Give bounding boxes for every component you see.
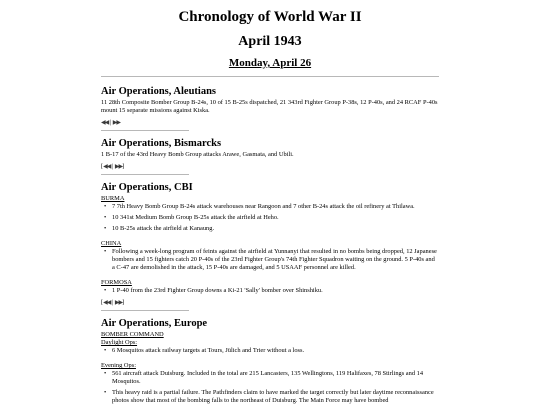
page-title: Chronology of World War II [178, 9, 362, 25]
nav-links [101, 119, 439, 127]
next-arrow-icon[interactable]: ▶▶ [112, 119, 120, 126]
list-item: • 6 Mosquitos attack railway targets at Tours, Jülich and Trier without a loss. [104, 347, 305, 354]
burma-list [101, 203, 439, 233]
section-heading: Air Operations, Bismarcks [101, 138, 222, 149]
section-heading: Air Operations, Aleutians [101, 86, 217, 97]
nav-separator: | [109, 119, 112, 126]
section-bismarcks [101, 138, 439, 175]
section-europe [101, 318, 439, 405]
daylight-list [101, 347, 439, 355]
section-divider [101, 174, 189, 175]
nav-separator: | [111, 163, 114, 170]
section-divider [101, 310, 189, 311]
next-arrow-icon[interactable]: ▶▶ [114, 299, 123, 306]
formosa-list [101, 287, 439, 295]
section-cbi [101, 182, 439, 311]
nav-links: [◀◀ | ▶▶] [101, 163, 125, 170]
china-list [101, 248, 439, 272]
section-heading: Air Operations, CBI [101, 182, 193, 193]
section-text: 1 B-17 of the 43rd Heavy Bomb Group attacks Arawe, Gasmata, and Ubili. [101, 151, 294, 158]
prev-arrow-icon[interactable]: ◀◀ [101, 119, 109, 126]
subsection-label-bomber: BOMBER COMMAND [101, 331, 164, 338]
nav-links: [◀◀ | ▶▶] [101, 299, 125, 306]
section-aleutians [101, 86, 439, 131]
section-text: 11 28th Composite Bomber Group B-24s, 10 of 15 B-25s dispatched, 21 343rd Fighter Group P-38s, 12 P-40s, and 24 RCAF P-40s mount 15 separate missions against Kiska. [101, 99, 438, 114]
nav-separator: | [111, 299, 114, 306]
day-heading: Monday, April 26 [228, 57, 312, 69]
list-item: • 1 P-40 from the 23rd Fighter Group downs a Ki-21 'Sally' bomber over Shinshiku. [104, 287, 323, 294]
list-item: • This heavy raid is a partial failure. The Pathfinders claim to have marked the target correctly but later daytime reconnaissance photos show that most of the bombing falls to the northeast of Duisburg. The Main Force may have bombed [104, 389, 434, 404]
subsection-label-evening: Evening Ops: [101, 362, 136, 369]
subsection-label-burma: BURMA [101, 195, 125, 202]
subsection-label-formosa: FORMOSA [101, 279, 132, 286]
content [101, 86, 439, 405]
list-item: • 561 aircraft attack Duisburg. Included in the total are 215 Lancasters, 135 Wellingtons, 119 Halifaxes, 78 Stirlings and 14 Mosquitos. [104, 370, 424, 385]
section-heading: Air Operations, Europe [101, 318, 208, 329]
list-item: • Following a week-long program of feints against the airfield at Yunnanyi that resulted in no bombs being dropped, 12 Japanese bombers and 15 fighters catch 20 P-40s of the 23rd Fighter Group's 74th Fighter Squadron waiting on the ground. 5 P-40s and a C-47 are demolished in the attack, 15 P-40s are damaged, and 5 USAAF personnel are killed. [104, 248, 437, 271]
subsection-label-daylight: Daylight Ops: [101, 339, 138, 346]
list-item: • 10 341st Medium Bomb Group B-25s attack the airfield at Heho. [104, 214, 279, 221]
prev-arrow-icon[interactable]: ◀◀ [103, 163, 111, 170]
next-arrow-icon[interactable]: ▶▶ [114, 163, 123, 170]
prev-arrow-icon[interactable]: ◀◀ [103, 299, 111, 306]
list-item: • 10 B-25s attack the airfield at Kanaung. [104, 225, 215, 232]
evening-list [101, 370, 439, 405]
list-item: • 7 7th Heavy Bomb Group B-24s attack warehouses near Rangoon and 7 other B-24s attack the oil refinery at Thilawa. [104, 203, 415, 210]
month-heading: April 1943 [238, 34, 302, 49]
divider [101, 76, 439, 77]
subsection-label-china: CHINA [101, 240, 122, 247]
section-divider [101, 130, 189, 131]
